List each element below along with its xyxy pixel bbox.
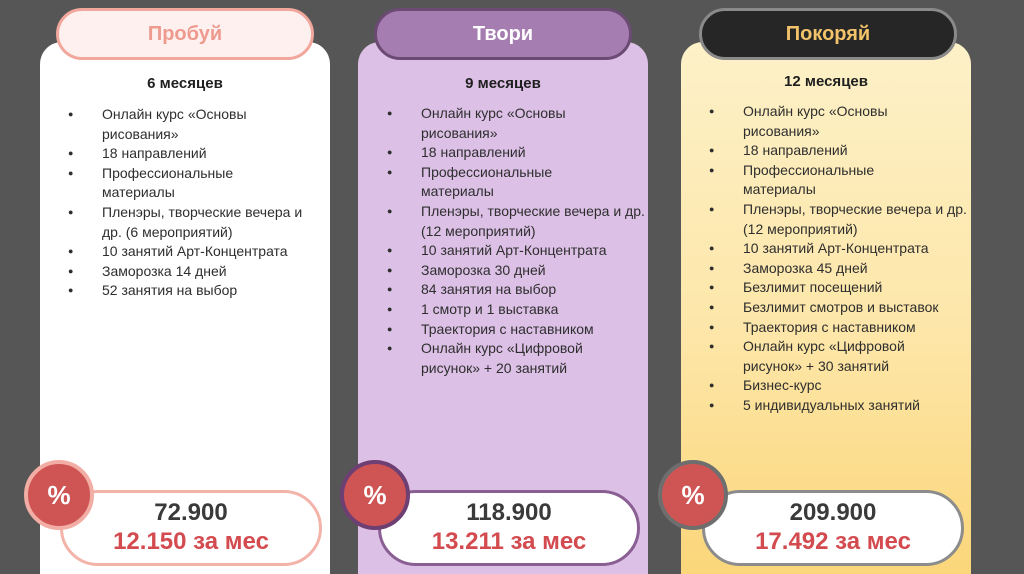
percent-icon: %: [24, 460, 94, 530]
list-item: ● Бизнес-курс: [709, 376, 971, 396]
list-item: ● Заморозка 14 дней: [68, 262, 324, 282]
list-item: ● Онлайн курс «Основы рисования»: [709, 102, 913, 141]
list-item: ● Траектория с наставником: [387, 320, 645, 340]
list-item: ● Безлимит смотров и выставок: [709, 298, 971, 318]
list-item: ● 18 направлений: [709, 141, 971, 161]
list-item: ● Заморозка 30 дней: [387, 261, 645, 281]
plan-duration: 9 месяцев: [465, 75, 541, 92]
plan-title-probuy: [56, 8, 314, 60]
list-item: ● 5 индивидуальных занятий: [709, 396, 971, 416]
plan-title-tvori: [374, 8, 632, 60]
price-monthly: 17.492 за мес: [755, 528, 911, 555]
feature-list-pokoryay: [709, 102, 971, 416]
list-item: ● Профессиональные материалы: [68, 164, 272, 203]
plan-title-label: Твори: [472, 22, 534, 45]
list-item: ● Заморозка 45 дней: [709, 259, 971, 279]
plan-duration: 6 месяцев: [147, 75, 223, 92]
list-item: ● Онлайн курс «Цифровой рисунок» + 20 занятий: [387, 339, 621, 378]
list-item: ● 84 занятия на выбор: [387, 280, 645, 300]
price-monthly: 12.150 за мес: [113, 528, 269, 555]
list-item: ● Пленэры, творческие вечера и др. (12 мероприятий): [387, 202, 645, 241]
list-item: ● 18 направлений: [68, 144, 324, 164]
price-monthly: 13.211 за мес: [431, 528, 587, 555]
feature-list-tvori: [387, 104, 645, 378]
plan-duration: 12 месяцев: [784, 73, 868, 90]
price-total: 118.900: [466, 499, 552, 526]
price-box-tvori: [378, 490, 640, 566]
price-total: 72.900: [154, 499, 228, 526]
list-item: ● Онлайн курс «Основы рисования»: [68, 105, 272, 144]
plan-title-label: Пробуй: [147, 22, 223, 45]
list-item: ● Пленэры, творческие вечера и др. (12 мероприятий): [709, 200, 971, 239]
list-item: ● Пленэры, творческие вечера и др. (6 мероприятий): [68, 203, 324, 242]
list-item: ● 52 занятия на выбор: [68, 281, 324, 301]
plan-title-pokoryay: [699, 8, 957, 60]
list-item: ● Онлайн курс «Цифровой рисунок» + 30 занятий: [709, 337, 943, 376]
percent-icon: %: [340, 460, 410, 530]
percent-icon: %: [658, 460, 728, 530]
feature-list-probuy: [68, 105, 324, 301]
list-item: ● 10 занятий Арт-Концентрата: [709, 239, 971, 259]
list-item: ● 10 занятий Арт-Концентрата: [68, 242, 324, 262]
list-item: ● 18 направлений: [387, 143, 645, 163]
plan-title-label: Покоряй: [785, 22, 871, 45]
list-item: ● Онлайн курс «Основы рисования»: [387, 104, 591, 143]
list-item: ● 1 смотр и 1 выставка: [387, 300, 645, 320]
list-item: ● Траектория с наставником: [709, 318, 971, 338]
price-box-probuy: [60, 490, 322, 566]
price-total: 209.900: [789, 499, 877, 526]
list-item: ● 10 занятий Арт-Концентрата: [387, 241, 645, 261]
list-item: ● Профессиональные материалы: [709, 161, 913, 200]
price-box-pokoryay: [702, 490, 964, 566]
list-item: ● Профессиональные материалы: [387, 163, 591, 202]
list-item: ● Безлимит посещений: [709, 278, 971, 298]
